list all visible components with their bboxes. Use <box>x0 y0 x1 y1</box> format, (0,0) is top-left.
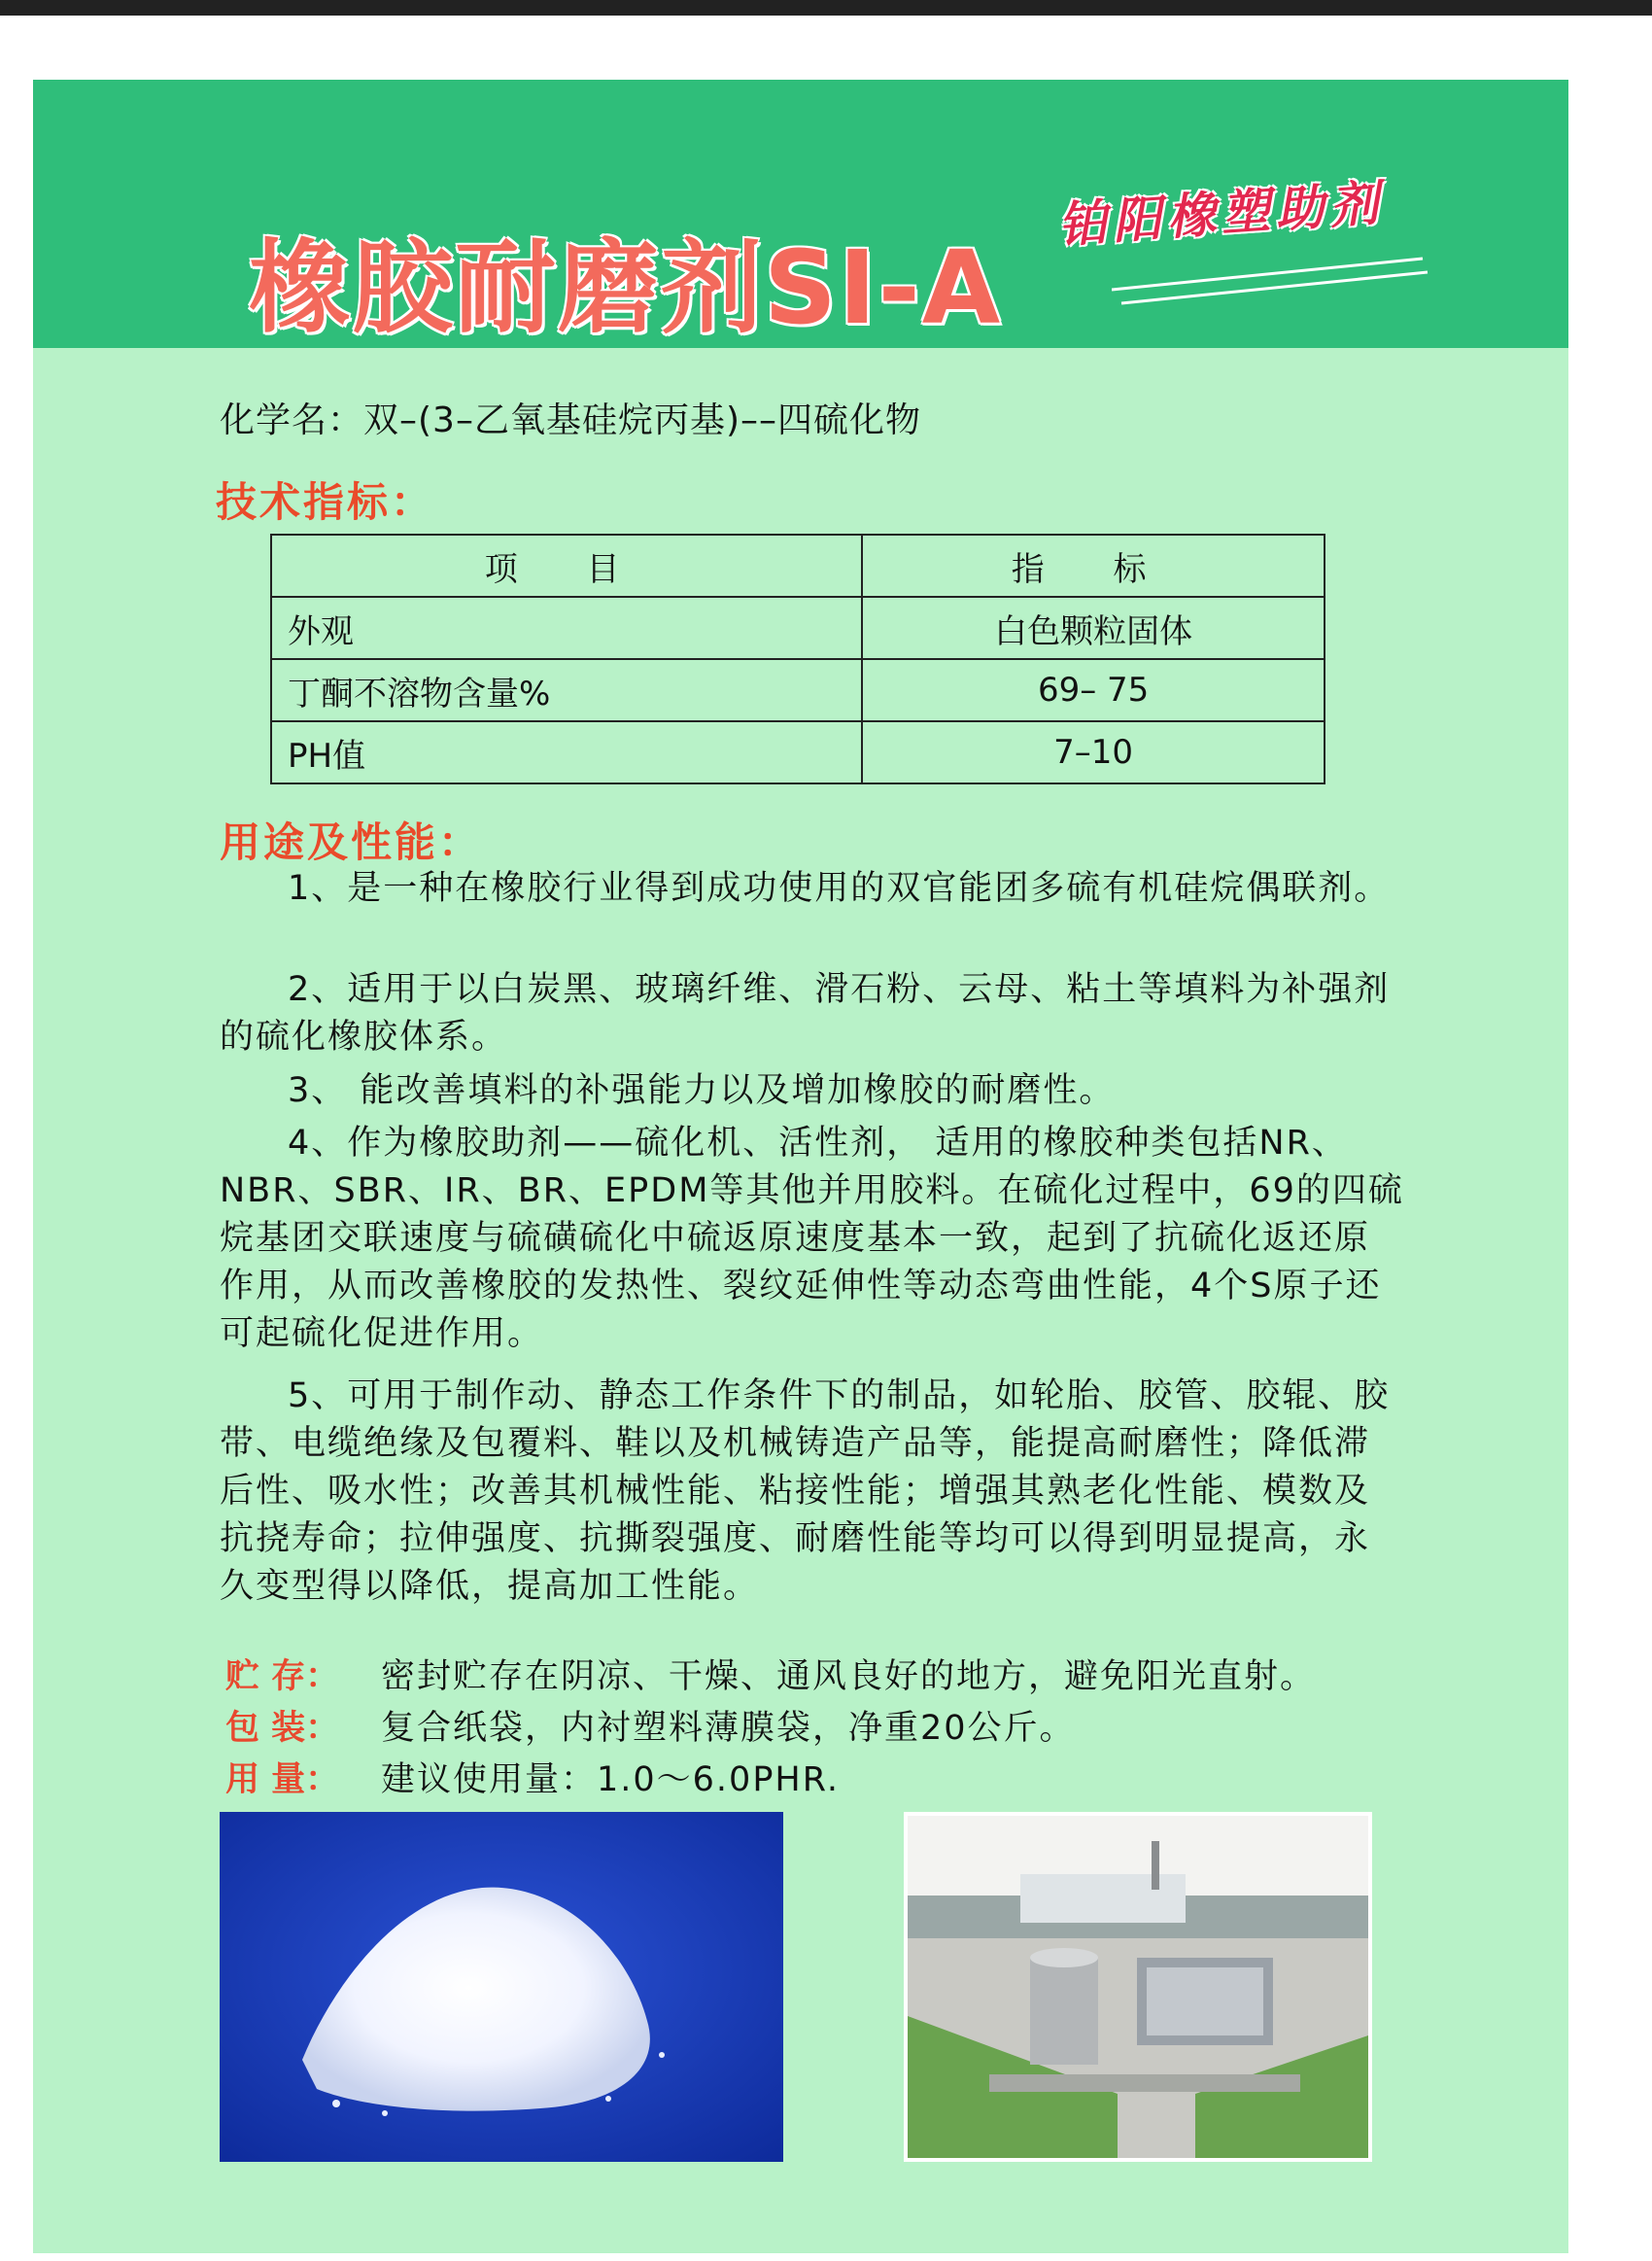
dosage-label: 用 量： <box>225 1760 340 1799</box>
table-cell: 丁酮不溶物含量% <box>271 659 862 721</box>
usage-item-3: 3、 能改善填料的补强能力以及增加橡胶的耐磨性。 <box>288 1071 1116 1110</box>
table-cell: 白色颗粒固体 <box>862 597 1325 659</box>
usage-heading: 用途及性能： <box>220 818 483 866</box>
table-cell: 外观 <box>271 597 862 659</box>
storage-value: 密封贮存在阴凉、干燥、通风良好的地方，避免阳光直射。 <box>381 1657 1317 1696</box>
tech-spec-heading: 技术指标： <box>216 478 435 526</box>
usage-item-5: 5、可用于制作动、静态工作条件下的制品，如轮胎、胶管、胶辊、胶带、电缆绝缘及包覆料、鞋以及机械铸造产品等，能提高耐磨性；降低滞后性、吸水性；改善其机械性能、粘接性能；增强其熟老化性能、模数及抗挠寿命；拉伸强度、抗撕裂强度、耐磨性能等均可以得到明显提高，永久变型得以降低，提高加工性能。 <box>220 1376 1391 1606</box>
storage-line <box>225 1650 1316 1698</box>
scan-top-edge <box>0 0 1652 16</box>
storage-label: 贮 存： <box>225 1657 340 1696</box>
dosage-value: 建议使用量：1.0～6.0PHR. <box>381 1760 840 1799</box>
table-row <box>271 597 1325 659</box>
table-header-row <box>271 535 1325 597</box>
table-cell: 7–10 <box>862 721 1325 783</box>
product-powder-photo <box>220 1812 783 2162</box>
brand-name: 铂阳橡塑助剂 <box>1056 173 1387 254</box>
usage-item-1: 1、是一种在橡胶行业得到成功使用的双官能团多硫有机硅烷偶联剂。 <box>288 869 1391 908</box>
packing-line <box>225 1701 1076 1750</box>
product-title: 橡胶耐磨剂SI-A <box>249 228 1003 347</box>
table-cell: 69– 75 <box>862 659 1325 721</box>
chemical-name: 化学名：双–(3–乙氧基硅烷丙基)––四硫化物 <box>220 400 921 440</box>
spec-table <box>270 534 1325 784</box>
packing-value: 复合纸袋，内衬塑料薄膜袋，净重20公斤。 <box>381 1709 1076 1748</box>
usage-item-4: 4、作为橡胶助剂——硫化机、活性剂， 适用的橡胶种类包括NR、NBR、SBR、IR、BR、EPDM等其他并用胶料。在硫化过程中，69的四硫烷基团交联速度与硫磺硫化中硫返原速度基本一致，起到了抗硫化返还原作用，从而改善橡胶的发热性、裂纹延伸性等动态弯曲性能，4个S原子还可起硫化促进作用。 <box>220 1124 1404 1353</box>
table-cell: PH值 <box>271 721 862 783</box>
table-row <box>271 721 1325 783</box>
dosage-line <box>225 1753 840 1801</box>
brand-underline-icon <box>1112 251 1432 309</box>
table-row <box>271 659 1325 721</box>
usage-item-2: 2、适用于以白炭黑、玻璃纤维、滑石粉、云母、粘土等填料为补强剂的硫化橡胶体系。 <box>220 970 1391 1057</box>
packing-label: 包 装： <box>225 1709 340 1748</box>
column-header: 项 目 <box>271 535 862 597</box>
factory-photo <box>904 1812 1372 2162</box>
column-header: 指 标 <box>862 535 1325 597</box>
brochure-page <box>33 80 1568 2253</box>
